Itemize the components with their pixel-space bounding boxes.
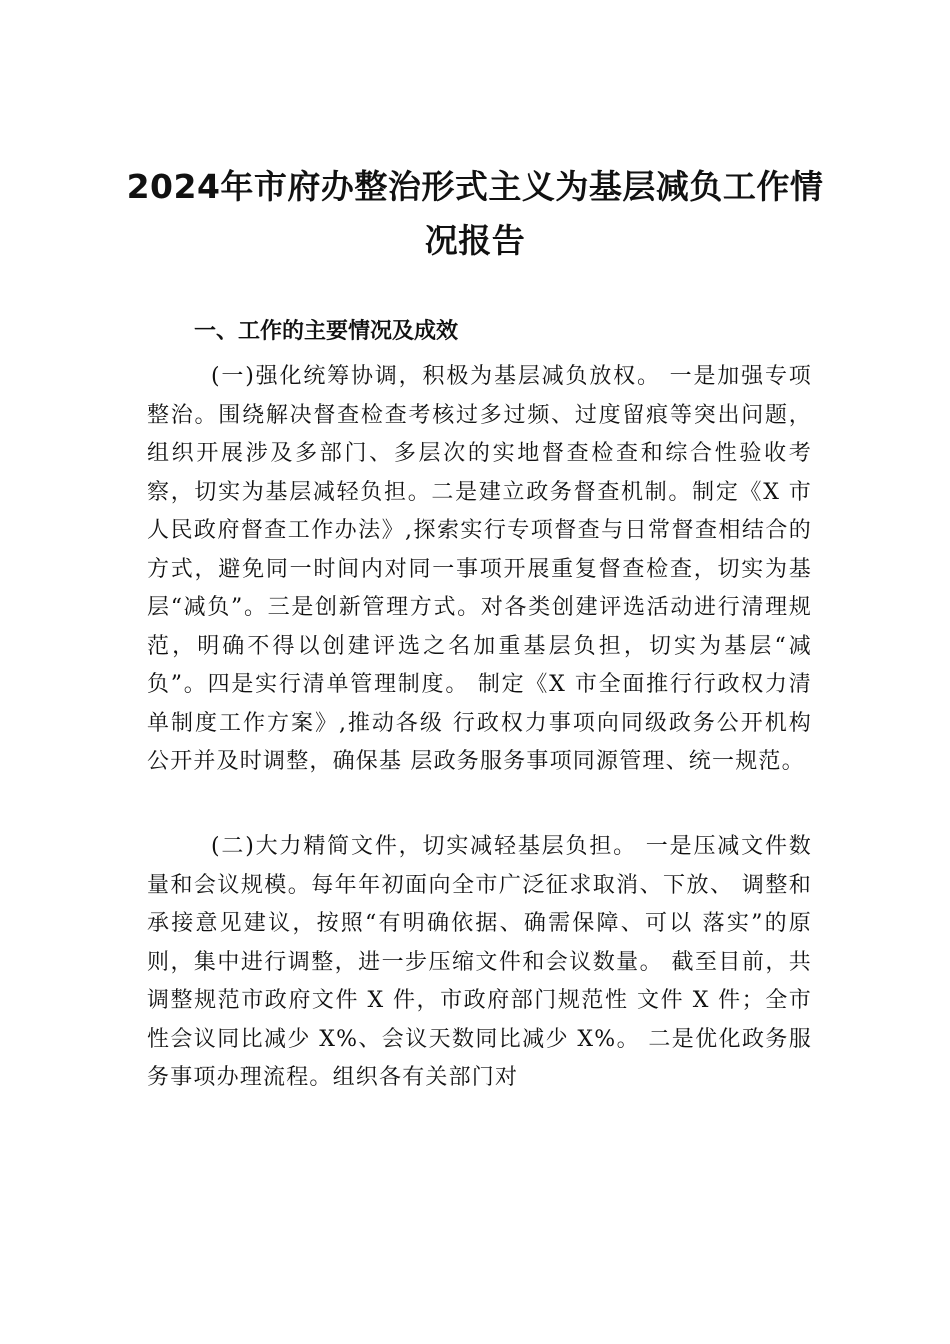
body-paragraph-1: (一)强化统筹协调，积极为基层减负放权。 一是加强专项整治。围绕解决督查检查考核过多过频、过度留痕等突出问题，组织开展涉及多部门、多层次的实地督查检查和综合性验收考察，切实为基层减轻负担。二是建立政务督查机制。制定《X 市人民政府督查工作办法》,探索实行专项督查与日常督查相结合的方式，避免同一时间内对同一事项开展重复督查检查，切实为基层“减负”。三是创新管理方式。对各类创建评选活动进行清理规范，明确不得以创建评选之名加重基层负担，切实为基层“减负”。四是实行清单管理制度。 制定《X 市全面推行行政权力清单制度工作方案》,推动各级 行政权力事项向同级政务公开机构公开并及时调整，确保基 层政务服务事项同源管理、统一规范。 [147,364,812,774]
section-heading: 一、工作的主要情况及成效 [194,319,459,344]
body-paragraph-2: (二)大力精简文件，切实减轻基层负担。 一是压减文件数量和会议规模。每年年初面向全市广泛征求取消、下放、 调整和承接意见建议，按照“有明确依据、确需保障、可以 落实”的原则，集中进行调整，进一步压缩文件和会议数量。 截至目前，共调整规范市政府文件 X 件，市政府部门规范性 文件 X 件；全市性会议同比减少 X%、会议天数同比减少 X%。 二是优化政务服务事项办理流程。组织各有关部门对 [147,834,812,1090]
document-title: 2024年市府办整治形式主义为基层减负工作情况报告 [126,167,824,260]
